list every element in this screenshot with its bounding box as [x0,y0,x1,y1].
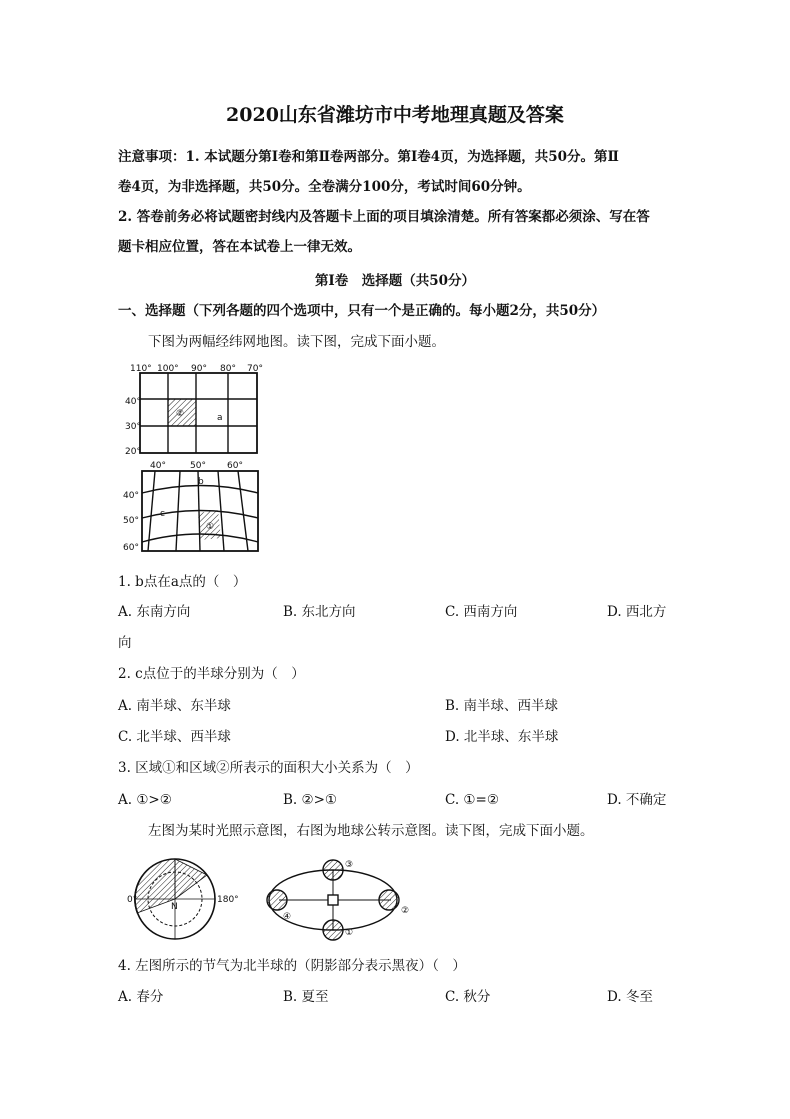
bottom-lat-label: 40° [123,491,139,501]
region-1-label: ① [206,522,215,532]
earth-position-3-icon [323,860,343,880]
orbit-label-4: ④ [283,912,292,922]
notice-line-4: 题卡相应位置，答在本试卷上一律无效。 [118,239,361,255]
q2-option-c: C. 北半球、西半球 [118,729,231,745]
top-map [125,364,263,457]
top-lat-label: 30° [125,422,141,432]
north-pole-label: N [171,902,178,912]
orbit-diagram [267,860,409,940]
top-lat-label: 40° [125,397,141,407]
bottom-lat-label: 50° [123,516,139,526]
night-shading [134,859,175,913]
q3-option-c: C. ①=② [445,792,499,808]
top-lon-label: 90° [191,364,207,374]
page-title: 2020山东省潍坊市中考地理真题及答案 [226,104,564,126]
top-lon-label: 70° [247,364,263,374]
bottom-lon-label: 40° [150,461,166,471]
q3-option-b: B. ②>① [283,792,338,808]
bottom-map [123,461,258,553]
orbit-label-2: ② [401,906,410,916]
intro-text-2: 左图为某时光照示意图，右图为地球公转示意图。读下图，完成下面小题。 [148,823,594,839]
point-b-label: b [198,477,204,487]
top-lon-label: 110° [130,364,152,374]
intro-text-1: 下图为两幅经纬网地图。读下图，完成下面小题。 [148,334,445,350]
notice-line-1: 注意事项：1. 本试题分第Ⅰ卷和第Ⅱ卷两部分。第Ⅰ卷4页，为选择题，共50分。第Ⅱ [118,149,619,165]
illumination-orbit-figure [125,853,425,953]
top-lon-label: 100° [157,364,179,374]
q1-option-c: C. 西南方向 [445,604,518,620]
orbit-label-1: ① [345,928,354,938]
question-2-stem: 2. c点位于的半球分别为（ ） [118,666,305,682]
q4-option-d: D. 冬至 [607,989,653,1005]
lon-0-label: 0° [127,895,138,905]
point-a-label: a [217,413,223,423]
earth-position-1-icon [323,920,343,940]
q1-option-d-wrap: 向 [118,635,132,651]
q4-option-a: A. 春分 [118,989,164,1005]
earth-position-4-icon [267,890,287,910]
bottom-lon-label: 50° [190,461,206,471]
top-lon-label: 80° [220,364,236,374]
q4-option-b: B. 夏至 [283,989,329,1005]
question-3-stem: 3. 区域①和区域②所表示的面积大小关系为（ ） [118,760,419,776]
question-1-stem: 1. b点在a点的（ ） [118,574,247,590]
q4-option-c: C. 秋分 [445,989,491,1005]
bottom-lat-label: 60° [123,543,139,553]
section-header: 第Ⅰ卷 选择题（共50分） [314,273,476,289]
q3-option-d: D. 不确定 [607,792,667,808]
graticule-maps-figure [120,358,270,558]
q2-option-b: B. 南半球、西半球 [445,698,559,714]
q1-option-d: D. 西北方 [607,604,667,620]
earth-position-2-icon [379,890,399,910]
q2-option-a: A. 南半球、东半球 [118,698,231,714]
q2-option-d: D. 北半球、东半球 [445,729,559,745]
illumination-diagram [127,859,239,939]
sun-icon [328,895,338,905]
point-c-label: c [160,509,165,519]
q3-option-a: A. ①>② [118,792,172,808]
bottom-lon-label: 60° [227,461,243,471]
q1-option-a: A. 东南方向 [118,604,191,620]
region-2-label: ② [176,409,185,419]
q1-option-b: B. 东北方向 [283,604,356,620]
lon-180-label: 180° [217,895,239,905]
notice-line-2: 卷4页，为非选择题，共50分。全卷满分100分，考试时间60分钟。 [118,179,531,195]
section-instruction: 一、选择题（下列各题的四个选项中，只有一个是正确的。每小题2分，共50分） [118,303,606,319]
orbit-label-3: ③ [345,860,354,870]
notice-line-3: 2. 答卷前务必将试题密封线内及答题卡上面的项目填涂清楚。所有答案都必须涂、写在答 [118,209,650,225]
question-4-stem: 4. 左图所示的节气为北半球的（阴影部分表示黑夜）（ ） [118,958,466,974]
top-lat-label: 20° [125,447,141,457]
